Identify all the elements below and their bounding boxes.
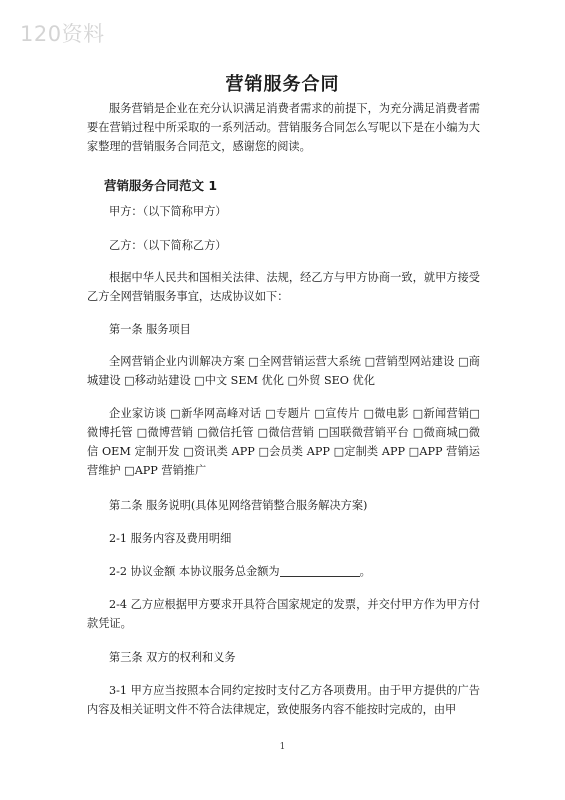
section-heading: 营销服务合同范文 1	[104, 178, 218, 193]
basis-paragraph: 根据中华人民共和国相关法律、法规，经乙方与甲方协商一致，就甲方接受乙方全网营销服务事宜，达成协议如下：	[87, 271, 480, 303]
party-a-line: 甲方：（以下简称甲方）	[109, 205, 227, 218]
article-1-heading: 第一条 服务项目	[109, 323, 191, 336]
amount-blank	[280, 564, 360, 577]
article-2-heading: 第二条 服务说明(具体见网络营销整合服务解决方案)	[109, 499, 368, 512]
intro-paragraph: 服务营销是企业在充分认识满足消费者需求的前提下，为充分满足消费者需要在营销过程中所采取的一系列活动。营销服务合同怎么写呢以下是在小编为大家整理的营销服务合同范文，感谢您的阅读。	[87, 102, 480, 153]
clause-3-1: 3-1 甲方应当按照本合同约定按时支付乙方各项费用。由于甲方提供的广告内容及相关证明文件不符合法律规定，致使服务内容不能按时完成的，由甲	[87, 684, 480, 716]
watermark: 120资料	[20, 22, 105, 46]
service-items-list-2: 企业家访谈 □新华网高峰对话 □专题片 □宣传片 □微电影 □新闻营销□微博托管 □微博营销 □微信托管 □微信营销 □国联微营销平台 □微商城□微信 OEM 定制开发 □资讯类 APP □会员类 APP □定制类 APP □APP 营销运营维护 □APP 营销推广	[87, 407, 480, 477]
clause-2-1: 2-1 服务内容及费用明细	[109, 532, 232, 545]
clause-2-2-end: 。	[359, 565, 371, 578]
party-b-line: 乙方：（以下简称乙方）	[109, 239, 227, 252]
clause-2-4: 2-4 乙方应根据甲方要求开具符合国家规定的发票，并交付甲方作为甲方付款凭证。	[87, 598, 480, 630]
clause-2-2	[87, 562, 480, 581]
clause-2-2-text: 2-2 协议金额 本协议服务总金额为	[109, 565, 280, 578]
service-items-list-1: 全网营销企业内训解决方案 □全网营销运营大系统 □营销型网站建设 □商城建设 □移动站建设 □中文 SEM 优化 □外贸 SEO 优化	[87, 355, 480, 387]
document-title: 营销服务合同	[225, 74, 340, 95]
article-3-heading: 第三条 双方的权利和义务	[109, 651, 236, 664]
page-number: 1	[279, 742, 286, 752]
